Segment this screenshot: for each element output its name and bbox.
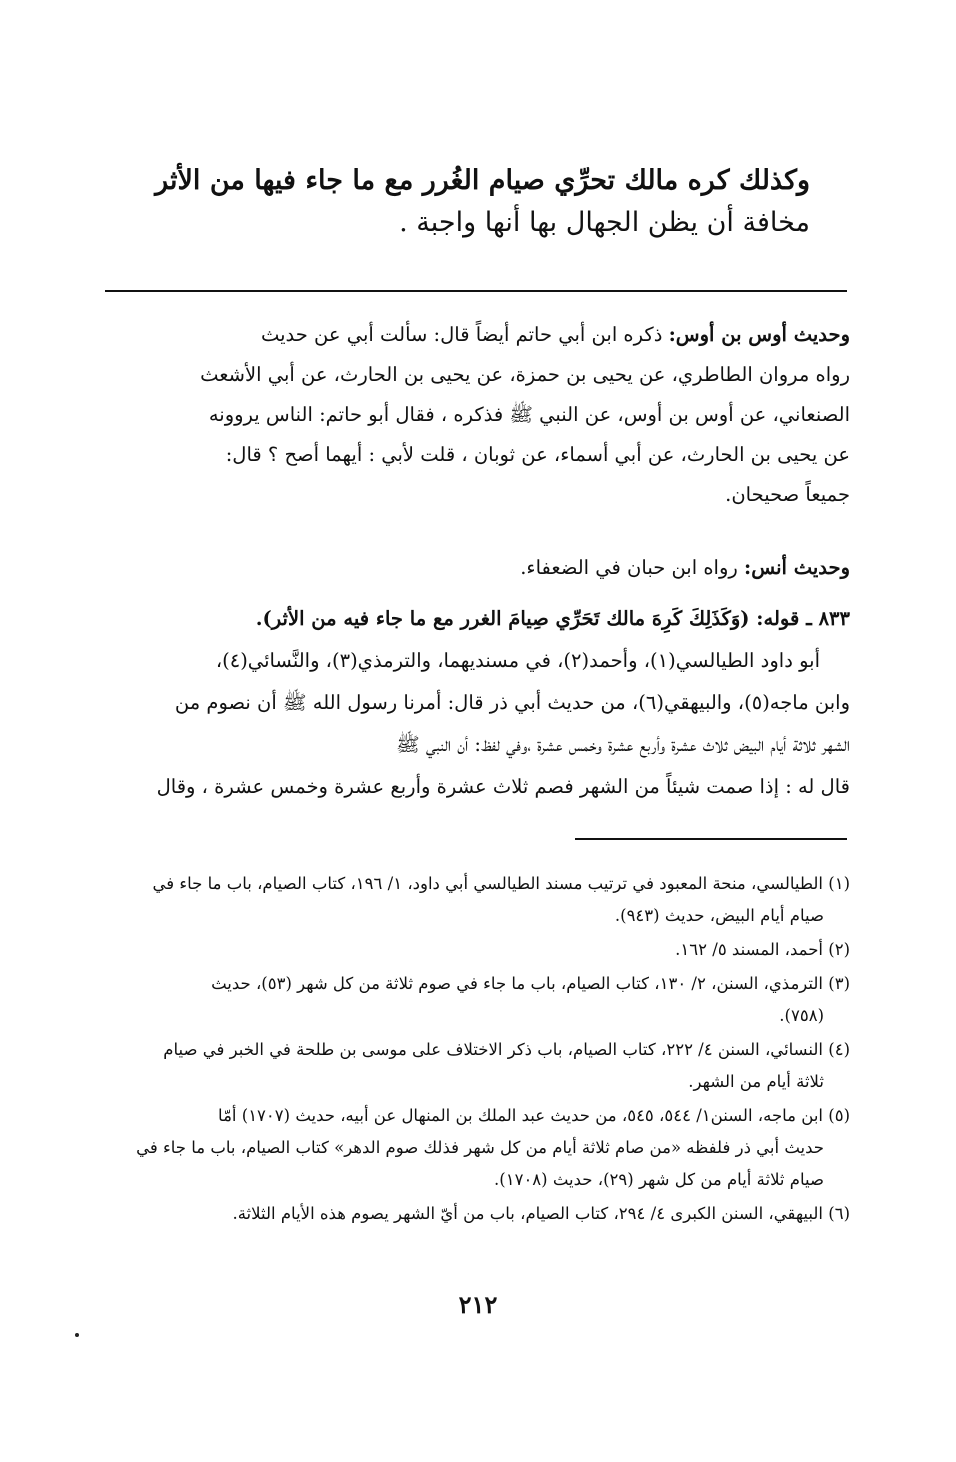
footnote-3-line-1: (٣) الترمذي، السنن، ٢/ ١٣٠، كتاب الصيام، باب ما جاء في صوم ثلاثة من كل شهر (٥٣)، حديث — [211, 974, 850, 993]
footnote-4 — [105, 1034, 850, 1098]
entry-833-heading: ٨٣٣ ـ قوله: (وَكَذَلِكَ كَرِهَ مالك تَحَرِّي صِيامَ الغرر مع ما جاء فيه من الأثر). — [255, 607, 850, 630]
entry-833-line-3: الشهر ثلاثة أيام البيض ثلاث عشرة وأربع عشرة وخمس عشرة ،وفي لفظ: أن النبي ﷺ — [396, 733, 850, 756]
matn-line-1: وكذلك كره مالك تحرِّي صيام الغُرر مع ما جاء فيها من الأثر — [155, 165, 810, 196]
entry-833-line-1: أبو داود الطيالسي(١)، وأحمد(٢)، في مسنديهما، والترمذي(٣)، والنَّسائي(٤)، — [215, 649, 820, 672]
scan-speck — [75, 1333, 79, 1337]
footnote-1-line-2: صيام أيام البيض، حديث (٩٤٣). — [614, 906, 824, 925]
footnote-3 — [105, 968, 850, 1032]
footnote-5-line-1: (٥) ابن ماجه، السنن١/ ٥٤٤، ٥٤٥، من حديث عبد الملك بن المنهال عن أبيه، حديث (١٧٠٧) أمّا — [218, 1106, 850, 1125]
matn-separator — [105, 290, 847, 292]
aws-lead: وحديث أوس بن أوس: — [668, 323, 850, 346]
footnote-1-line-1: (١) الطيالسي، منحة المعبود في ترتيب مسند الطيالسي أبي داود، ١/ ١٩٦، كتاب الصيام، باب ما جاء في — [152, 874, 850, 893]
footnote-6-line-1: (٦) البيهقي، السنن الكبرى ٤/ ٢٩٤، كتاب الصيام، باب من أيّ الشهر يصوم هذه الأيام الثلاثة. — [232, 1204, 850, 1223]
anas-text: رواه ابن حبان في الضعفاء. — [520, 556, 738, 579]
aws-line-4: عن يحيى بن الحارث، عن أبي أسماء، عن ثوبان ، قلت لأبي : أيهما أصح ؟ قال: — [225, 443, 850, 466]
anas-hadith-paragraph — [105, 548, 850, 588]
footnote-separator — [575, 838, 847, 840]
entry-833 — [105, 598, 850, 808]
aws-line-5: جميعاً صحيحان. — [725, 483, 850, 506]
page-number: ٢١٢ — [458, 1290, 498, 1319]
entry-833-line-4: قال له : إذا صمت شيئاً من الشهر فصم ثلاث عشرة وأربع عشرة وخمس عشرة ، وقال — [156, 775, 850, 798]
matn-text — [110, 160, 810, 244]
aws-line-1: ذكره ابن أبي حاتم أيضاً قال: سألت أبي عن حديث — [260, 323, 663, 346]
anas-lead: وحديث أنس: — [744, 556, 850, 579]
footnotes — [105, 868, 850, 1232]
footnote-5-line-2: حديث أبي ذر فلفظه «من صام ثلاثة أيام من كل شهر فذلك صوم الدهر» كتاب الصيام، باب ما جاء في — [136, 1138, 824, 1157]
aws-line-3: الصنعاني، عن أوس بن أوس، عن النبي ﷺ فذكره ، فقال أبو حاتم: الناس يروونه — [208, 403, 850, 426]
footnote-2 — [105, 934, 850, 966]
footnote-2-line-1: (٢) أحمد، المسند ٥/ ١٦٢. — [675, 940, 850, 959]
footnote-3-line-2: (٧٥٨). — [779, 1006, 824, 1025]
matn-line-2: مخافة أن يظن الجهال بها أنها واجبة . — [399, 207, 810, 238]
footnote-1 — [105, 868, 850, 932]
footnote-6 — [105, 1198, 850, 1230]
footnote-4-line-1: (٤) النسائي، السنن ٤/ ٢٢٢، كتاب الصيام، باب ذكر الاختلاف على موسى بن طلحة في الخبر في صيام — [163, 1040, 850, 1059]
entry-833-line-2: وابن ماجه(٥)، والبيهقي(٦)، من حديث أبي ذر قال: أمرنا رسول الله ﷺ أن نصوم من — [174, 691, 850, 714]
footnote-5 — [105, 1100, 850, 1196]
footnote-4-line-2: ثلاثة أيام من الشهر. — [688, 1072, 824, 1091]
aws-hadith-paragraph — [105, 315, 850, 515]
footnote-5-line-3: صيام ثلاثة أيام من كل شهر (٢٩)، حديث (١٧٠٨). — [494, 1170, 824, 1189]
aws-line-2: رواه مروان الطاطري، عن يحيى بن حمزة، عن يحيى بن الحارث، عن أبي الأشعث — [200, 363, 850, 386]
